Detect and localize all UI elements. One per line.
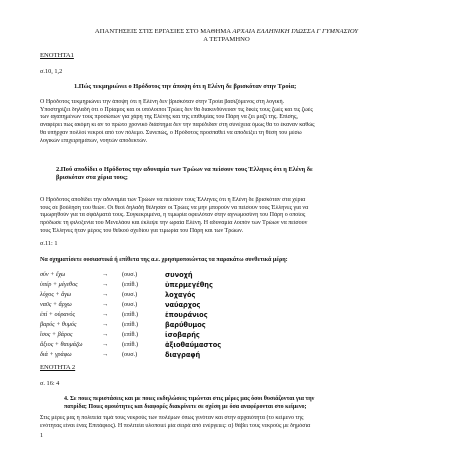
question-1: 1.Πώς τεκμηριώνει ο Ηρόδοτος την άποψη ότι η Ελένη δε βρισκόταν στην Τροία; — [74, 83, 297, 90]
table-row — [40, 321, 420, 329]
arrow-icon: → — [102, 301, 109, 308]
header-italic-text: ΑΡΧΑΙΑ ΕΛΛΗΝΙΚΗ ΓΛΩΣΣΑ Γ ΓΥΜΝΑΣΙΟΥ — [232, 28, 359, 35]
answer-2-line: τους Έλληνες ήταν μέρος του θεϊκού σχεδίου για τιμωρία του Πάρη και των Τρώων. — [40, 227, 244, 234]
compound-parts: λόχος + ἄγω — [40, 291, 72, 298]
table-row — [40, 301, 420, 309]
answer-2-line: τιμωρηθούν για τα σφάλματά τους. Συγκεκριμένα, η τιμωρία οφειλόταν στην αγνωμοσύνη του Πάρη ο οποίος — [40, 212, 306, 219]
header-plain-text: ΑΠΑΝΤΗΣΕΙΣ ΣΤΙΣ ΕΡΓΑΣΙΕΣ ΣΤΟ ΜΑΘΗΜΑ — [94, 28, 233, 35]
question-4-line2: πατρίδα; Ποιες ομοιότητες και διαφορές διακρίνετε σε σχέση με όσα αναφέρονται στο κείμενο; — [64, 404, 307, 410]
word-type: (ουσ.) — [122, 291, 138, 298]
section1-title: ΕΝΟΤΗΤΑ1 — [40, 52, 74, 59]
table-row — [40, 271, 420, 279]
formed-word: ἰσοβαρής — [165, 331, 200, 339]
table-row — [40, 311, 420, 319]
compound-parts: ὑπέρ + μέγεθος — [40, 281, 78, 288]
table-row — [40, 331, 420, 339]
formed-word: λοχαγός — [165, 291, 196, 299]
formed-word: ἀξιοθαύμαστος — [165, 341, 222, 349]
answer-1 — [40, 99, 420, 145]
arrow-icon: → — [102, 281, 109, 288]
arrow-icon: → — [102, 311, 109, 318]
arrow-icon: → — [102, 341, 109, 348]
arrow-icon: → — [102, 321, 109, 328]
answer-1-line: Ο Ηρόδοτος τεκμηριώνει την άποψη ότι η Ελένη δεν βρισκόταν στην Τροία βασιζόμενος στη λογική. — [40, 99, 285, 105]
answer-4-line: ενότητας είναι ένας Επιτάφιος). Η πολιτεία υλοποιεί μία σειρά από ενέργειες: α) θάβει τους νεκρούς με δημόσια — [40, 422, 311, 429]
arrow-icon: → — [102, 351, 109, 358]
word-type: (ουσ.) — [122, 301, 138, 308]
answer-2 — [40, 197, 420, 236]
answer-1-line: αναφέρει πως ακόμη κι αν το πρώτο χρονικό διάστημα δεν την παρέδιδαν στη συνέχεια όμως θα το έκαναν καθώς — [40, 122, 315, 129]
question-4-line1: 4. Σε ποιες περιστάσεις και με ποιες εκδηλώσεις τιμώνται στις μέρες μας όσοι θυσιάζονται για την — [64, 396, 315, 402]
table-row — [40, 341, 420, 349]
question-2-line1: 2.Πού αποδίδει ο Ηρόδοτος την αδυναμία των Τρώων να πείσουν τους Έλληνες ότι η Ελένη δε — [56, 166, 313, 173]
table-row — [40, 281, 420, 289]
compound-parts: βαρύς + θυμός — [40, 321, 77, 328]
section1-page-ref: σ.10, 1,2 — [40, 68, 63, 75]
answer-4-line: Στις μέρες μας η πολιτεία τιμά τους νεκρούς των πολέμων όπως γινόταν και στην αρχαιότητα (το κείμενο της — [40, 415, 304, 421]
compound-parts: ἄξιος + θαυμάζω — [40, 341, 83, 348]
arrow-icon: → — [102, 271, 109, 278]
section2-page-ref: σ. 16: 4 — [40, 380, 60, 387]
formed-word: βαρύθυμος — [165, 321, 206, 329]
table-row — [40, 291, 420, 299]
arrow-icon: → — [102, 331, 109, 338]
compound-parts: ναῦς + ἄρχω — [40, 301, 72, 308]
compound-parts: διά + γράφω — [40, 351, 72, 358]
question-2-line2: βρισκόταν στα χέρια τους; — [56, 174, 128, 181]
answer-1-line: των αγαπημένων τους προσώπων για χάρη της Ελένης και της επιθυμίας του Πάρη να ζει μαζί της. Επίσης, — [40, 114, 298, 121]
compound-parts: ἴσος + βάρος — [40, 331, 73, 338]
word-type: (επίθ.) — [122, 311, 139, 318]
formed-word: ναύαρχος — [165, 301, 201, 309]
answer-1-line: λογικών επιχειρημάτων, νοητών αποδεκτών. — [40, 137, 148, 144]
word-type: (ουσ.) — [122, 351, 138, 358]
formed-word: συνοχή — [165, 271, 193, 279]
word-type: (ουσ.) — [122, 271, 138, 278]
section1-page-ref-2: σ.11: 1 — [40, 240, 58, 247]
page-number: 1 — [40, 432, 44, 439]
word-type: (επίθ.) — [122, 331, 139, 338]
section2-title: ΕΝΟΤΗΤΑ 2 — [40, 364, 76, 371]
answer-2-line: τους σε βούληση του θεών. Οι θεοί δηλαδή θέλησαν οι Τρώες να μην μπορούν να πείσουν τους Έλληνες για να — [40, 204, 309, 211]
document-header-line2: Α ΤΕΤΡΑΜΗΝΟ — [203, 36, 250, 43]
arrow-icon: → — [102, 291, 109, 298]
word-type: (επίθ.) — [122, 281, 139, 288]
compound-parts: σύν + ἔχω — [40, 271, 66, 278]
answer-1-line: θα υπήρχαν πολλοί νεκροί από τον πόλεμο. Συνεπώς, ο Ηρόδοτος προσπαθεί να αποδείξει τη θέση του μέσω — [40, 129, 302, 136]
answer-2-line: Ο Ηρόδοτος αποδίδει την αδυναμία των Τρώων να πείσουν τους Έλληνες ότι η Ελένη δε βρισκόταν στα χέρια — [40, 197, 306, 203]
document-header-line1 — [40, 28, 413, 36]
table-row — [40, 351, 420, 359]
answer-4 — [40, 415, 420, 430]
formed-word: ἐπουράνιος — [165, 311, 208, 319]
formed-word: ὑπερμεγέθης — [165, 281, 213, 289]
question-3: Να σχηματίσετε ουσιαστικά ή επίθετα της α.ε. χρησιμοποιώντας τα παρακάτω συνθετικά μέρη: — [40, 257, 288, 263]
word-type: (επίθ.) — [122, 321, 139, 328]
compound-parts: ἐπί + οὐρανός — [40, 311, 76, 318]
answer-1-line: Υποστηρίζει δηλαδή ότι ο Πρίαμος και οι υπόλοιποι Τρώες δεν θα διακινδύνευαν τις δικές τους ζωές και τις ζωές — [40, 106, 313, 113]
formed-word: διαγραφή — [165, 351, 201, 359]
answer-2-line: πρόδωσε τη φιλοξενία του Μενελάου και έκλεψε την ωραία Ελένη. Η αδυναμία λοιπόν των Τρώων να πείσουν — [40, 220, 308, 227]
word-type: (επίθ.) — [122, 341, 139, 348]
